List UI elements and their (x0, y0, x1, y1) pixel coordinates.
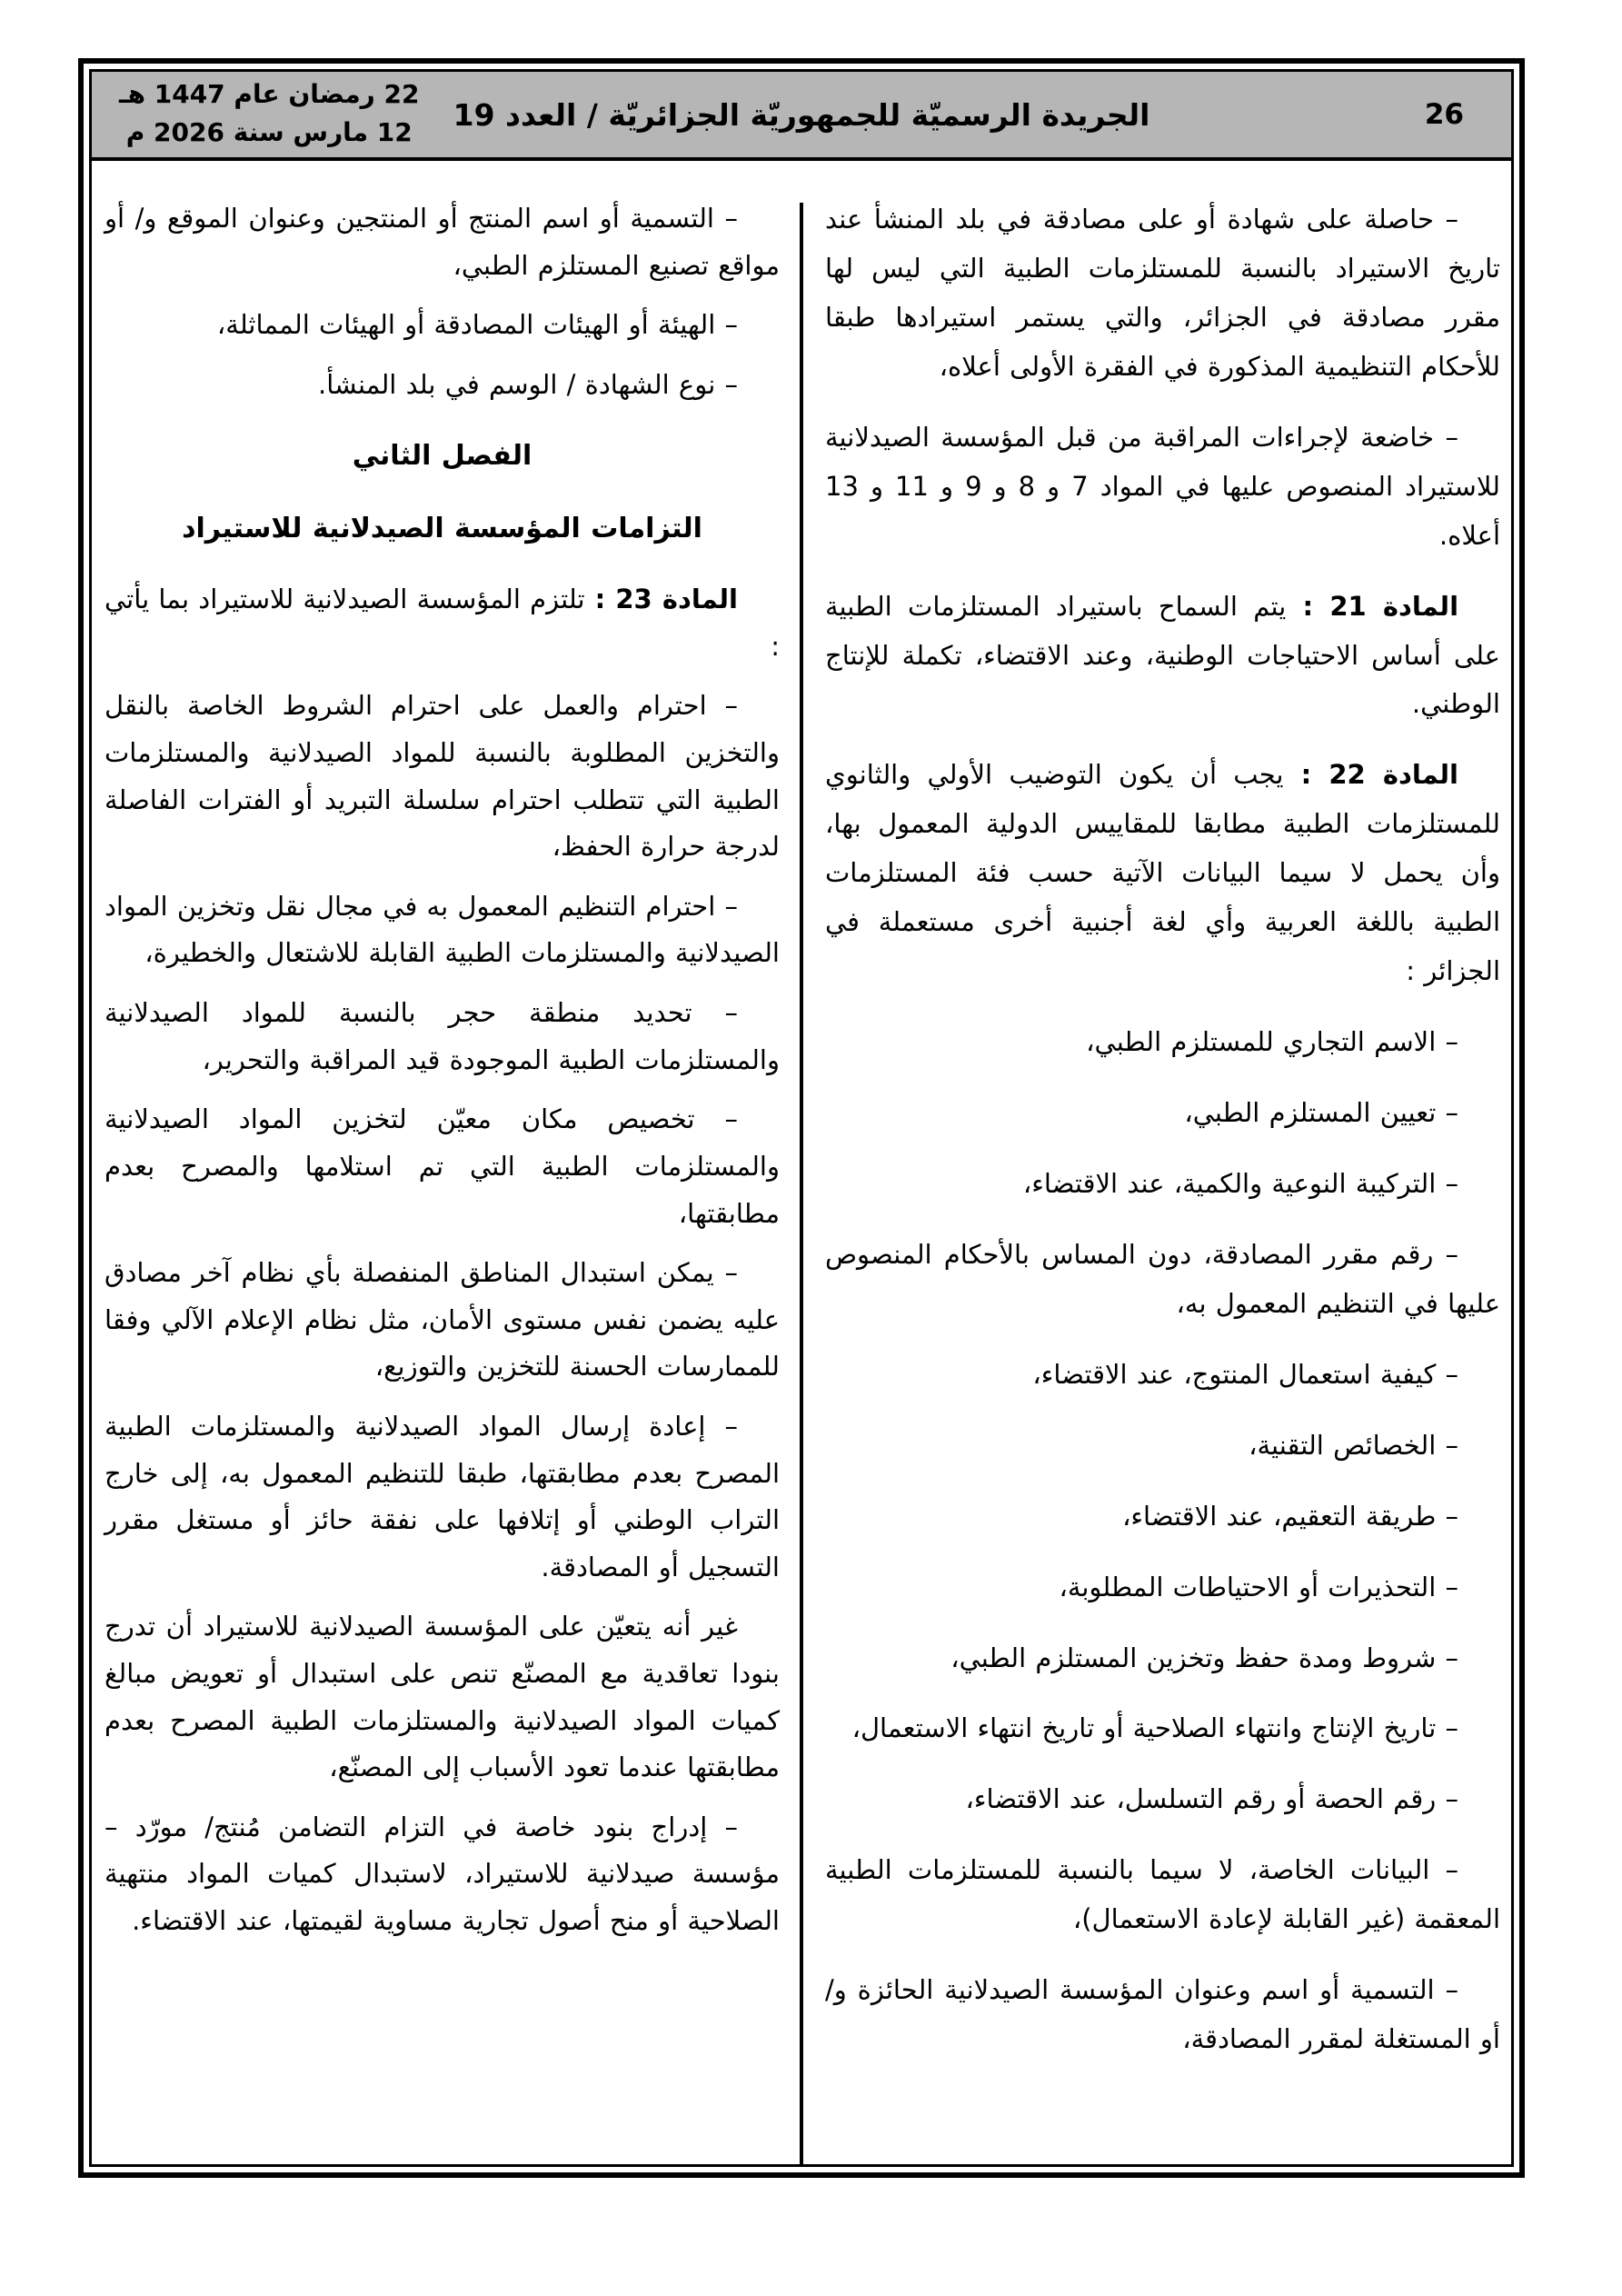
paragraph: – الاسم التجاري للمستلزم الطبي، (1086, 1026, 1458, 1058)
date-gregorian: 12 مارس سنة 2026 م (125, 117, 413, 147)
paragraph: – الخصائص التقنية، (1249, 1429, 1458, 1461)
paragraph: – حاصلة على شهادة أو على مصادقة في بلد المنشأ عند تاريخ الاستيراد بالنسبة للمستلزمات الطبية التي ليس لها مقرر مصادقة في الجزائر، والتي يستمر استيرادها طبقا للأحكام التنظيمية المذكورة في الفقرة الأولى أعلاه، (825, 204, 1500, 382)
journal-title: الجريدة الرسميّة للجمهوريّة الجزائريّة / العدد 19 (453, 96, 1150, 133)
page-frame (78, 58, 1525, 2178)
paragraph: – التسمية أو اسم وعنوان المؤسسة الصيدلانية الحائزة و/أو المستغلة لمقرر المصادقة، (825, 1974, 1500, 2055)
column-divider (800, 203, 803, 2164)
paragraph: – تعيين المستلزم الطبي، (1184, 1097, 1458, 1128)
paragraph: – البيانات الخاصة، لا سيما بالنسبة للمستلزمات الطبية المعقمة (غير القابلة لإعادة الاستعمال)، (825, 1854, 1500, 1935)
paragraph: – التسمية أو اسم المنتج أو المنتجين وعنوان الموقع و/ أو مواقع تصنيع المستلزم الطبي، (104, 203, 780, 281)
paragraph: – طريقة التعقيم، عند الاقتضاء، (1122, 1500, 1458, 1532)
section-heading: الفصل الثاني (352, 440, 532, 473)
paragraph: – إعادة إرسال المواد الصيدلانية والمستلزمات الطبية المصرح بعدم مطابقتها، طبقا للتنظيم المعمول به، إلى خارج التراب الوطني أو إتلافها على نفقة حائز أو مستغل مقرر التسجيل أو المصادقة. (104, 1410, 780, 1582)
page-frame-inner (89, 69, 1514, 2167)
paragraph: – احترام التنظيم المعمول به في مجال نقل وتخزين المواد الصيدلانية والمستلزمات الطبية القابلة للاشتعال والخطيرة، (104, 890, 780, 969)
paragraph: – يمكن استبدال المناطق المنفصلة بأي نظام آخر مصادق عليه يضمن نفس مستوى الأمان، مثل نظام الإعلام الآلي وفقا للممارسات الحسنة للتخزين والتوزيع، (104, 1257, 780, 1383)
section-heading: التزامات المؤسسة الصيدلانية للاستيراد (182, 512, 702, 544)
paragraph: – احترام والعمل على احترام الشروط الخاصة بالنقل والتخزين المطلوبة بالنسبة للمواد الصيدلانية والمستلزمات الطبية التي تتطلب احترام سلسلة التبريد أو الفترات الفاصلة لدرجة حرارة الحفظ، (104, 690, 780, 863)
paragraph: – إدراج بنود خاصة في التزام التضامن مُنتج/ مورّد – مؤسسة صيدلانية للاستيراد، لاستبدال كميات المواد منتهية الصلاحية أو منح أصول تجارية مساوية لقيمتها، عند الاقتضاء. (104, 1811, 780, 1937)
article-paragraph: المادة 23 : تلتزم المؤسسة الصيدلانية للاستيراد بما يأتي : (104, 584, 780, 662)
article-number: المادة 23 : (584, 584, 738, 615)
paragraph: – التحذيرات أو الاحتياطات المطلوبة، (1059, 1571, 1458, 1602)
header-band (92, 72, 1511, 161)
paragraph: غير أنه يتعيّن على المؤسسة الصيدلانية للاستيراد أن تدرج بنودا تعاقدية مع المصنّع تنص على استبدال أو تعويض مبالغ كميات المواد الصيدلانية والمستلزمات الطبية المصرح بعدم مطابقتها عندما تعود الأسباب إلى المصنّع، (104, 1611, 780, 1783)
paragraph: – شروط ومدة حفظ وتخزين المستلزم الطبي، (950, 1642, 1458, 1673)
article-number: المادة 22 : (1283, 759, 1458, 791)
paragraph: – كيفية استعمال المنتوج، عند الاقتضاء، (1032, 1358, 1458, 1390)
page-number: 26 (1424, 98, 1464, 131)
right-column (803, 161, 1511, 2164)
paragraph: – رقم مقرر المصادقة، دون المساس بالأحكام المنصوص عليها في التنظيم المعمول به، (825, 1238, 1500, 1319)
left-column (92, 161, 800, 2164)
paragraph: – خاضعة لإجراءات المراقبة من قبل المؤسسة الصيدلانية للاستيراد المنصوص عليها في المواد 7 و 8 و 9 و 11 و 13 أعلاه. (825, 421, 1500, 551)
article-paragraph: المادة 22 : يجب أن يكون التوضيب الأولي والثانوي للمستلزمات الطبية مطابقا للمقاييس الدولية المعمول بها، وأن يحمل لا سيما البيانات الآتية حسب فئة المستلزمات الطبية باللغة العربية وأي لغة أجنبية أخرى مستعملة في الجزائر : (825, 759, 1500, 987)
paragraph: – تحديد منطقة حجر بالنسبة للمواد الصيدلانية والمستلزمات الطبية الموجودة قيد المراقبة والتحرير، (104, 997, 780, 1075)
header-date (119, 75, 420, 152)
paragraph: – تخصيص مكان معيّن لتخزين المواد الصيدلانية والمستلزمات الطبية التي تم استلامها والمصرح بعدم مطابقتها، (104, 1103, 780, 1229)
page-content (92, 161, 1511, 2164)
paragraph: – الهيئة أو الهيئات المصادقة أو الهيئات المماثلة، (216, 309, 738, 341)
paragraph: – التركيبة النوعية والكمية، عند الاقتضاء، (1022, 1167, 1458, 1199)
paragraph: – نوع الشهادة / الوسم في بلد المنشأ. (318, 368, 738, 400)
paragraph: – تاريخ الإنتاج وانتهاء الصلاحية أو تاريخ انتهاء الاستعمال، (851, 1712, 1458, 1744)
date-hijri: 22 رمضان عام 1447 هـ (119, 79, 420, 109)
article-number: المادة 21 : (1286, 590, 1459, 622)
paragraph: – رقم الحصة أو رقم التسلسل، عند الاقتضاء، (965, 1783, 1458, 1815)
article-paragraph: المادة 21 : يتم السماح باستيراد المستلزمات الطبية على أساس الاحتياجات الوطنية، وعند الاقتضاء، تكملة للإنتاج الوطني. (825, 590, 1500, 720)
